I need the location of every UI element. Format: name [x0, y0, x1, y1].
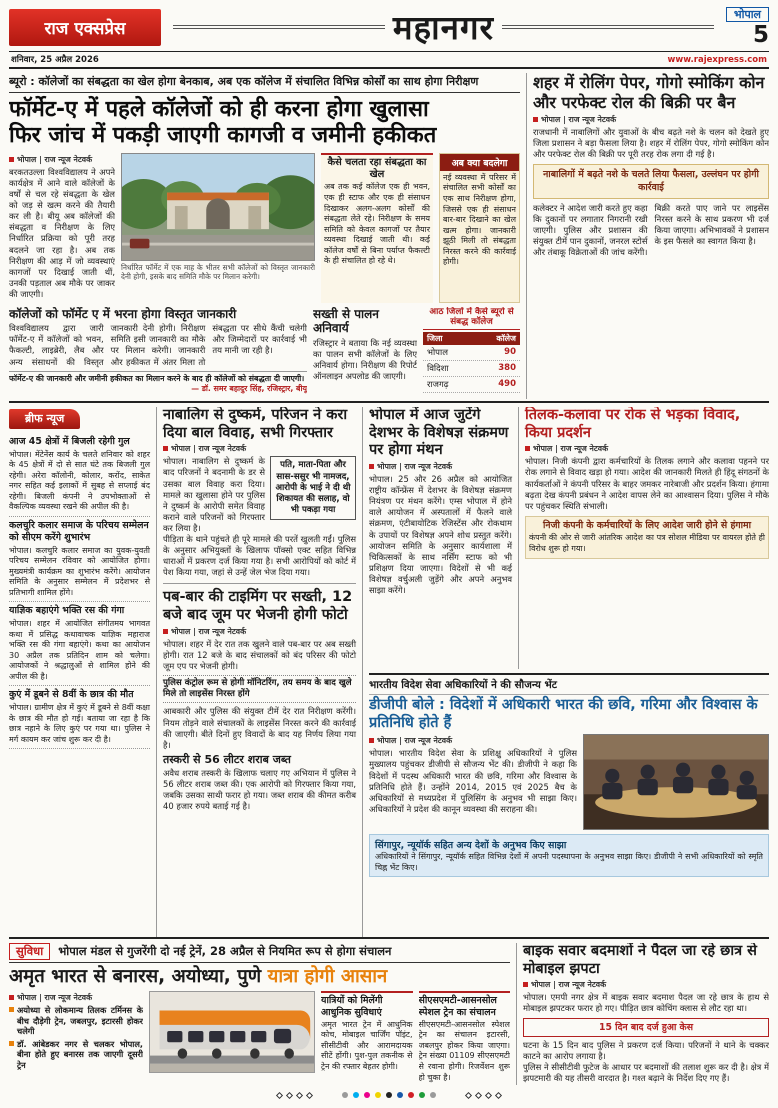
train-headline-black: अमृत भारत से बनारस, अयोध्या, पुणे [9, 966, 262, 987]
train-headline [9, 966, 510, 987]
train-label: सुविधा [9, 943, 50, 960]
page-number: 5 [752, 22, 769, 48]
lead-sub-strict [313, 307, 417, 399]
liquor-box-title: तस्करी से 56 लीटर शराब जब्त [163, 752, 291, 766]
color-dot [342, 1092, 348, 1098]
pub-story [163, 589, 356, 812]
brief-title: आज 45 क्षेत्रों में बिजली रहेगी गुल [9, 436, 130, 447]
ban-story [527, 73, 769, 399]
train-facilities-box [321, 991, 413, 1083]
color-dot [364, 1092, 370, 1098]
tilak-dateline: भोपाल | राज न्यूज नेटवर्क [525, 444, 769, 454]
regmark-diamond [495, 1091, 502, 1098]
crime-story [163, 407, 356, 578]
tilak-cream-box [525, 516, 769, 559]
lead-body-column [9, 153, 115, 303]
liquor-box-body: अवैध शराब तस्करी के खिलाफ चलाए गए अभियान में पुलिस ने 56 लीटर शराब जब्त की। एक आरोपी को गिरफ्तार किया गया, जबकि उसका साथी फरार हो गया। जब्त शराब की कीमत करीब 40 हजार रुपये बताई गई है। [163, 767, 356, 812]
college-gate-photo [121, 153, 315, 303]
lead-headline-line2: फिर जांच में पकड़ी जाएगी कागजी व जमीनी हकीकत [9, 122, 437, 148]
train-content-row [9, 991, 510, 1083]
lead-bottom-row [9, 307, 520, 399]
website-url: www.rajexpress.com [667, 54, 767, 65]
crime-body-row [163, 456, 356, 534]
experts-dateline: भोपाल | राज न्यूज नेटवर्क [369, 462, 512, 472]
experts-body: भोपाल। 25 और 26 अप्रैल को आयोजित राष्ट्रीय कॉन्फ्रेंस में देशभर के विशेषज्ञ संक्रमण नियंत्रण पर मंथन करेंगे। एम्स भोपाल में होने वाले आयोजन में अस्पतालों में फैलने वाले संक्रमण, एंटीबायोटिक रेजिस्टेंस और रोकथाम के उपायों पर विशेषज्ञ अपने शोध प्रस्तुत करेंगे। आयोजन समिति के अनुसार कार्यशाला में चिकित्सकों के साथ नर्सिंग स्टाफ को भी प्रशिक्षण दिया जाएगा। विदेशों से भी कई विशेषज्ञ वर्चुअली जुड़ेंगे और अपने अनुभव साझा करेंगे। [369, 474, 512, 595]
mobile-box-body: घटना के 15 दिन बाद पुलिस ने प्रकरण दर्ज किया। परिजनों ने थाने के चक्कर काटने का आरोप लगाया है। [523, 1040, 769, 1062]
dgp-dateline: भोपाल | राज न्यूज नेटवर्क [369, 736, 577, 746]
colleges-table-header [423, 332, 520, 345]
briefs-column [9, 407, 157, 937]
regmark-diamond [276, 1091, 283, 1098]
dgp-body-column [369, 734, 577, 830]
lead-photo-caption: निर्धारित फॉर्मेट में एक माह के भीतर सभी कॉलेजों को विस्तृत जानकारी देनी होगी, इसके बाद समिति मौके पर मिलान करेगी। [121, 262, 315, 282]
colleges-table [423, 307, 520, 399]
sub-strict-body: रजिस्ट्रार ने बताया कि नई व्यवस्था का पालन सभी कॉलेजों के लिए अनिवार्य होगा। निरीक्षण की रिपोर्ट ऑनलाइन अपलोड की जाएगी। [313, 337, 417, 381]
dgp-meeting-photo [583, 734, 769, 830]
colleges-table-title: आठ जिलों में कैसे ब्यूरो से संबद्ध कॉलेज [423, 307, 520, 330]
pub-body-2: आबकारी और पुलिस की संयुक्त टीमें देर रात निरीक्षण करेंगी। नियम तोड़ने वाले संचालकों के लाइसेंस निरस्त करने की कार्रवाई की जाएगी। बीते दिनों हुए विवादों के बाद यह निर्णय लिया गया है। [163, 706, 356, 750]
sub-format-body: विश्वविद्यालय द्वारा जारी फॉर्मेट-ए में कॉलेजों को भवन, फैकल्टी, लाइब्रेरी, लैब और अन्य संसाधनों की विस्तृत जानकारी देनी होगी। निरीक्षण समिति इसी जानकारी का मौके पर मिलान करेगी। जानकारी और हकीकत में अंतर मिला तो संबद्धता पर सीधे कैंची चलेगी और जिम्मेदारों पर कार्रवाई भी तय मानी जा रही है। [9, 323, 307, 367]
train-box2-title: सीएसएमटी-आसनसोल स्पेशल ट्रेन का संचालन [419, 991, 511, 1018]
lead-box-change [439, 153, 520, 303]
ban-body-1: राजधानी में नाबालिगों और युवाओं के बीच बढ़ते नशे के चलन को देखते हुए जिला प्रशासन ने बड़ा फैसला लिया है। शहर में रोलिंग पेपर, गोगो स्मोकिंग कोन और परफेक्ट रोल की बिक्री पर पूरी तरह रोक लगा दी गई है। [533, 127, 769, 160]
table-row: राजगढ़ 490 [423, 377, 520, 393]
pub-body-1: भोपाल। शहर में देर रात तक खुलने वाले पब-बार पर अब सख्ती होगी। रात 12 बजे के बाद संचालकों को बंद परिसर की फोटो जूम एप पर भेजनी होगी। [163, 638, 356, 671]
paper-logo [9, 9, 161, 46]
lead-box-game [321, 153, 433, 303]
brief-item [9, 686, 150, 749]
lead-body-text: बरकतउल्ला विश्वविद्यालय ने अपने कार्यक्षेत्र में आने वाले कॉलेजों के वर्षों से चल रहे संबद्धता के खेल को जड़ से खत्म करने की तैयारी कर ली है। बीयू अब कॉलेजों की संबद्धता व निरीक्षण के लिए निर्धारित प्रक्रिया को पूरी तरह बदलने जा रहा है। अब तक निरीक्षण की आड़ में जो व्यवस्थाएं कागजों पर दिखाई जाती थीं, उनकी पड़ताल अब मौके पर जाकर की जाएगी। [9, 166, 115, 299]
color-dot [419, 1092, 425, 1098]
regmark-diamond [485, 1091, 492, 1098]
regmark-diamond [296, 1091, 303, 1098]
mobile-body-1: भोपाल। एमपी नगर क्षेत्र में बाइक सवार बदमाश पैदल जा रहे छात्र के हाथ से मोबाइल झपटकर फरार हो गए। पीड़ित छात्र कोचिंग क्लास से लौट रहा था। [523, 992, 769, 1014]
lead-dateline: भोपाल | राज न्यूज नेटवर्क [9, 155, 115, 165]
ban-headline: शहर में रोलिंग पेपर, गोगो स्मोकिंग कोन और परफेक्ट रोल की बिक्री पर बैन [533, 73, 765, 112]
masthead-rule-right [502, 25, 714, 29]
dgp-box-body: अधिकारियों ने सिंगापुर, न्यूयॉर्क सहित विभिन्न देशों में अपनी पदस्थापना के अनुभव साझा किए। डीजीपी ने सभी अधिकारियों को स्मृति चिह्न भेंट किए। [375, 852, 763, 872]
experts-tilak-row [369, 407, 769, 669]
ban-dateline: भोपाल | राज न्यूज नेटवर्क [533, 115, 769, 125]
brief-item [9, 433, 150, 517]
dgp-body-text: भोपाल। भारतीय विदेश सेवा के प्रशिक्षु अधिकारियों ने पुलिस मुख्यालय पहुंचकर डीजीपी से सौजन्य भेंट की। डीजीपी ने कहा कि विदेशों में पदस्थ अधिकारी भारत की छवि, गरिमा और विश्वास के प्रतिनिधि होते हैं। उन्होंने 2014, 2015 एवं 2025 बैच के अधिकारियों से मध्यप्रदेश में पुलिसिंग के अनुभव भी साझा किए। अधिकारियों ने प्रदेश की कानून व्यवस्था की सराहना की। [369, 748, 577, 814]
masthead [9, 6, 769, 48]
crime-headline: नाबालिग से दुष्कर्म, परिजन ने करा दिया बाल विवाह, सभी गिरफ्तार [163, 407, 348, 441]
ban-body-2: कलेक्टर ने आदेश जारी करते हुए कहा कि दुकानों पर लगातार निगरानी रखी जाएगी। पुलिस और प्रशासन की संयुक्त टीमें पान दुकानों, जनरल स्टोर्स और तंबाकू विक्रेताओं की जांच करेंगी। बिक्री करते पाए जाने पर लाइसेंस निरस्त करने के साथ प्रकरण भी दर्ज किया जाएगा। अभिभावकों ने प्रशासन के इस फैसले का स्वागत किया है। [533, 202, 769, 258]
mobile-snatch-story [517, 943, 769, 1085]
lead-headline-line1: फॉर्मेट-ए में पहले कॉलेजों को ही करना होगा खुलासा [9, 97, 429, 122]
dgp-story [369, 673, 769, 937]
train-headline-orange: यात्रा होगी आसान [267, 966, 388, 987]
train-strip-title: भोपाल मंडल से गुजरेंगी दो नई ट्रेनें, 28 अप्रैल से नियमित रूप से होगा संचालन [58, 944, 392, 958]
quote-attribution: — डॉ. समर बहादुर सिंह, रजिस्ट्रार, बीयू [191, 383, 307, 393]
right-middle-column [363, 407, 769, 937]
lead-box-change-body: नई व्यवस्था में परिसर में संचालित सभी कोर्सों का एक साथ निरीक्षण होगा, जिससे एक ही संसाधन बार-बार दिखाने का खेल खत्म होगा। जानकारी झूठी मिली तो संबद्धता निरस्त करने की कार्रवाई होगी। [443, 172, 516, 267]
regmark-diamond [465, 1091, 472, 1098]
lead-headline [9, 97, 520, 149]
registration-marks [9, 1089, 769, 1101]
brief-title: याज्ञिक बहाएंगे भक्ति रस की गंगा [9, 605, 125, 617]
crime-body-1: भोपाल। नाबालिग से दुष्कर्म के बाद परिजनों ने बदनामी के डर से उसका बाल विवाह करा दिया। मामले का खुलासा होने पर पुलिस ने दुष्कर्म के आरोपी समेत विवाह कराने वाले परिजनों को गिरफ्तार कर लिया है। [163, 456, 265, 533]
quote-text: फॉर्मेट-ए की जानकारी और जमीनी हकीकत का मिलान करने के बाद ही कॉलेजों को संबद्धता दी जाएगी। [9, 373, 305, 383]
meeting-illustration [583, 734, 769, 830]
train-photo [149, 991, 315, 1083]
train-box1-body: अमृत भारत ट्रेन में आधुनिक कोच, मोबाइल चार्जिंग पॉइंट, सीसीटीवी और आरामदायक सीटें होंगी। पुश-पुल तकनीक से ट्रेन की रफ्तार बेहतर होगी। [321, 1019, 413, 1072]
section-title: महानगर [392, 7, 495, 47]
brief-title: कलचुरि कलार समाज के परिचय सम्मेलन को सीएम करेंगे शुभारंभ [9, 520, 149, 543]
tilak-story [519, 407, 769, 669]
paper-name: राज एक्सप्रेस [44, 18, 126, 39]
table-row: भोपाल 90 [423, 345, 520, 361]
brief-body: भोपाल। शहर में आयोजित संगीतमय भागवत कथा में प्रसिद्ध कथावाचक याज्ञिक महाराज भक्ति रस की गंगा बहाएंगे। कथा का आयोजन 30 अप्रैल तक प्रतिदिन शाम को चलेगा। आयोजकों ने श्रद्धालुओं से शामिल होने की अपील की है। [9, 619, 150, 681]
section-title-wrap [161, 7, 726, 47]
lead-story [9, 73, 527, 399]
crime-body-2: पीड़िता के थाने पहुंचते ही पूरे मामले की परतें खुलती गईं। पुलिस के अनुसार अभियुक्तों के खिलाफ पॉक्सो एक्ट सहित विभिन्न धाराओं में प्रकरण दर्ज किया गया है। सभी आरोपियों को कोर्ट में पेश किया गया, जहां से उन्हें जेल भेज दिया गया। [163, 534, 356, 578]
lead-kicker: ब्यूरो : कॉलेजों का संबद्धता का खेल होगा बेनकाब, अब एक कॉलेज में संचालित विभिन्न कोर्सों का साथ होगा निरीक्षण [9, 73, 520, 93]
regmark-cluster-right [466, 1093, 501, 1098]
tilak-body: भोपाल। निजी कंपनी द्वारा कर्मचारियों के तिलक लगाने और कलावा पहनने पर रोक लगाने से विवाद खड़ा हो गया। आदेश की जानकारी मिलते ही हिंदू संगठनों के कार्यकर्ताओं ने कंपनी परिसर के बाहर जमकर नारेबाजी और प्रदर्शन किया। हंगामा बढ़ता देख कंपनी प्रबंधन ने आदेश वापस लेने का आश्वासन दिया। पुलिस ने मौके पर पहुंचकर स्थिति संभाली। [525, 456, 769, 511]
train-special-box [419, 991, 511, 1083]
mobile-body-2: पुलिस ने सीसीटीवी फुटेज के आधार पर बदमाशों की तलाश शुरू कर दी है। क्षेत्र में झपटमारी की यह तीसरी वारदात है। गश्त बढ़ाने के निर्देश दिए गए हैं। [523, 1062, 769, 1084]
experts-headline: भोपाल में आज जुटेंगे देशभर के विशेषज्ञ संक्रमण पर होगा मंथन [369, 407, 509, 459]
train-point: अयोध्या से लोकमान्य तिलक टर्मिनस के बीच दौड़ेगी ट्रेन, जबलपुर, इटारसी होकर चलेगी [9, 1005, 143, 1036]
lead-quote [9, 371, 307, 394]
lead-section [9, 73, 769, 403]
table-header-count: कॉलेज [496, 334, 516, 344]
lead-top-row [9, 153, 520, 303]
mobile-dateline: भोपाल | राज न्यूज नेटवर्क [523, 980, 769, 990]
edition-block [726, 7, 769, 47]
dgp-body-row [369, 734, 769, 830]
regmark-cluster-left [277, 1093, 312, 1098]
date-bar [9, 51, 769, 69]
regmark-diamond [286, 1091, 293, 1098]
color-dot [353, 1092, 359, 1098]
bottom-band [9, 939, 769, 1085]
dgp-kicker: भारतीय विदेश सेवा अधिकारियों ने की सौजन्य भेंट [369, 678, 769, 695]
mobile-case-box: 15 दिन बाद दर्ज हुआ केस [523, 1018, 769, 1038]
tilak-box-title: निजी कंपनी के कर्मचारियों के लिए आदेश जारी होने से हंगामा [543, 519, 751, 531]
brief-item [9, 602, 150, 686]
dgp-blue-box [369, 834, 769, 877]
color-dot [397, 1092, 403, 1098]
tilak-box-body: कंपनी की ओर से जारी आंतरिक आदेश का पत्र सोशल मीडिया पर वायरल होते ही विरोध शुरू हो गया। [529, 533, 765, 553]
dgp-box-title: सिंगापुर, न्यूयॉर्क सहित अन्य देशों के अनुभव किए साझा [375, 840, 567, 852]
divider [163, 583, 356, 584]
table-header-district: जिला [427, 334, 443, 344]
lead-box-game-body: अब तक कई कॉलेज एक ही भवन, एक ही स्टाफ और एक ही संसाधन दिखाकर अलग-अलग कोर्सों की संबद्धता लेते रहे। निरीक्षण के समय समिति को केवल कागजों पर तैयार व्यवस्था दिखाई जाती थी। कई कॉलेज वर्षों से बिना पर्याप्त फैकल्टी के ही संचालित हो रहे थे। [324, 182, 430, 266]
tilak-headline: तिलक-कलावा पर रोक से भड़का विवाद, किया प्रदर्शन [525, 407, 741, 441]
train-box1-title: यात्रियों को मिलेंगी आधुनिक सुविधाएं [321, 991, 413, 1018]
mobile-headline: बाइक सवार बदमाशों ने पैदल जा रहे छात्र से मोबाइल झपटा [523, 943, 757, 977]
lead-box-game-title: कैसे चलता रहा संबद्धता का खेल [327, 156, 427, 180]
college-gate-illustration [121, 153, 315, 261]
ban-highlight-box: नाबालिगों में बढ़ते नशे के चलते लिया फैसला, उल्लंघन पर होगी कार्रवाई [533, 164, 769, 198]
lead-sub-format [9, 307, 307, 399]
crime-dateline: भोपाल | राज न्यूज नेटवर्क [163, 444, 356, 454]
pub-headline: पब-बार की टाइमिंग पर सख्ती, 12 बजे बाद जूम पर भेजनी होगी फोटो [163, 589, 353, 624]
color-dot [386, 1092, 392, 1098]
crime-inset-box: पति, माता-पिता और सास-ससुर भी नामजद, आरोपी के भाई ने दी थी शिकायत की सलाह, वो भी पकड़ा गया [270, 456, 356, 520]
middle-band [9, 403, 769, 939]
experts-story [369, 407, 519, 669]
train-dateline: भोपाल | राज न्यूज नेटवर्क [9, 993, 143, 1003]
regmark-diamond [306, 1091, 313, 1098]
masthead-rule-left [173, 25, 385, 29]
sub-strict-title: सख्ती से पालन अनिवार्य [313, 306, 379, 336]
train-point: डॉ. आंबेडकर नगर से चलकर भोपाल, बीना होते हुए बनारस तक जाएगी दूसरी ट्रेन [9, 1039, 143, 1070]
sub-format-title: कॉलेजों को फॉर्मेट ए में भरना होगा विस्तृत जानकारी [9, 306, 237, 321]
train-story [9, 943, 517, 1085]
briefs-section-title: ब्रीफ न्यूज [9, 409, 80, 429]
pub-dateline: भोपाल | राज न्यूज नेटवर्क [163, 627, 356, 637]
table-row: विदिशा 380 [423, 361, 520, 377]
train-strip [9, 943, 510, 963]
color-dot [408, 1092, 414, 1098]
regmark-cluster-center [342, 1092, 436, 1098]
edition-name: भोपाल [726, 7, 769, 22]
color-dot [375, 1092, 381, 1098]
brief-title: कुएं में डूबने से 8वीं के छात्र की मौत [9, 689, 134, 701]
issue-date: शनिवार, 25 अप्रैल 2026 [11, 55, 99, 65]
train-side-boxes [321, 991, 510, 1083]
dgp-headline: डीजीपी बोले : विदेशों में अधिकारी भारत की छवि, गरिमा और विश्वास के प्रतिनिधि होते हैं [369, 697, 758, 731]
lead-box-change-title: अब क्या बदलेगा [440, 154, 519, 171]
brief-body: भोपाल। मेंटेनेंस कार्य के चलते शनिवार को शहर के 45 क्षेत्रों में दो से सात घंटे तक बिजली गुल रहेगी। अरेरा कॉलोनी, कोलार, करोंद, साकेत नगर सहित कई इलाकों में सुबह से सप्लाई बंद रहेगी। बिजली कंपनी ने उपभोक्ताओं से वैकल्पिक व्यवस्था रखने की अपील की है। [9, 449, 150, 512]
pub-inset-note: पुलिस कंट्रोल रूम से होगी मॉनिटरिंग, तय समय के बाद खुले मिले तो लाइसेंस निरस्त होंगे [163, 675, 356, 703]
train-box2-body: सीएसएमटी-आसनसोल स्पेशल ट्रेन का संचालन इटारसी, जबलपुर होकर किया जाएगा। ट्रेन संख्या 01109 सीएसएमटी से रवाना होगी। रिजर्वेशन शुरू हो चुका है। [418, 1019, 510, 1082]
train-body-column [9, 991, 143, 1083]
regmark-diamond [475, 1091, 482, 1098]
brief-body: भोपाल। ग्रामीण क्षेत्र में कुएं में डूबने से 8वीं कक्षा के छात्र की मौत हो गई। बताया जा रहा है कि छात्र नहाने के लिए कुएं पर गया था। पुलिस ने मर्ग कायम कर जांच शुरू कर दी है। [9, 703, 150, 744]
brief-item [9, 517, 150, 602]
crime-pub-column [157, 407, 363, 937]
train-illustration [149, 991, 315, 1073]
brief-body: भोपाल। कलचुरि कलार समाज का युवक-युवती परिचय सम्मेलन रविवार को आयोजित होगा। मुख्यमंत्री कार्यक्रम का शुभारंभ करेंगे। आयोजन समिति के अनुसार सम्मेलन में प्रदेशभर से प्रतिभागी शामिल होंगे। [9, 545, 150, 597]
color-dot [430, 1092, 436, 1098]
